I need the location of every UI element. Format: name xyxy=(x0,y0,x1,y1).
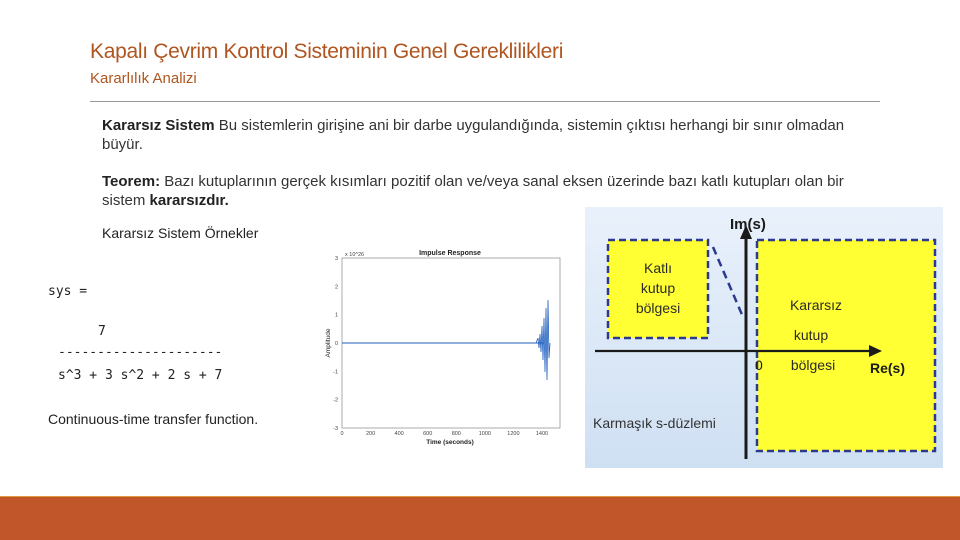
unstable-system-definition: Bu sistemlerin girişine ani bir darbe uygulandığında, sistemin çıktısı herhangi bir sınır olmadan büyür. xyxy=(102,117,845,153)
im-axis-label: Im(s) xyxy=(730,216,766,233)
unstable-system-term: Kararsız Sistem xyxy=(102,117,215,134)
x-tick-label: 600 xyxy=(423,431,433,437)
x-tick-label: 1000 xyxy=(478,431,491,437)
y-tick-label: 1 xyxy=(334,312,338,319)
code-sys: sys = xyxy=(48,284,88,299)
unstable-pole-label-2: kutup xyxy=(793,327,829,343)
examples-heading: Kararsız Sistem Örnekler xyxy=(102,225,259,241)
multiple-pole-label-1: Katlı xyxy=(643,260,673,276)
plot-title: Impulse Response xyxy=(419,250,481,257)
code-denominator: s^3 + 3 s^2 + 2 s + 7 xyxy=(58,368,223,383)
s-plane-caption: Karmaşık s-düzlemi xyxy=(593,415,716,431)
x-tick-label: 1200 xyxy=(507,431,520,437)
theorem-conclusion: kararsızdır. xyxy=(149,192,229,209)
re-axis-label: Re(s) xyxy=(870,360,906,376)
code-caption: Continuous-time transfer function. xyxy=(48,411,259,427)
slide-title: Kapalı Çevrim Kontrol Sisteminin Genel Gereklilikleri xyxy=(90,40,564,63)
unstable-pole-label-1: Kararsız xyxy=(789,297,843,313)
y-tick-label: -2 xyxy=(333,397,338,404)
multiple-pole-label-2: kutup xyxy=(640,280,676,296)
plot-xlabel: Time (seconds) xyxy=(426,439,474,446)
y-tick-label: -3 xyxy=(333,426,338,432)
y-tick-label: 3 xyxy=(334,256,338,262)
complex-s-plane-diagram xyxy=(585,207,943,468)
title-divider xyxy=(90,101,880,102)
x-tick-label: 400 xyxy=(394,431,404,437)
footer-bar xyxy=(0,497,960,540)
unstable-pole-label-3: bölgesi xyxy=(790,357,836,373)
code-fraction-bar: --------------------- xyxy=(58,345,223,360)
theorem-text: Bazı kutuplarının gerçek kısımları pozitif olan ve/veya sanal eksen üzerinde bazı katlı kutupları olan bir sistem xyxy=(102,173,844,209)
x-tick-label: 1400 xyxy=(535,431,549,437)
x-tick-label: 0 xyxy=(340,431,344,437)
x-tick-label: 800 xyxy=(451,431,461,437)
paragraph-unstable-system xyxy=(102,116,862,154)
paragraph-theorem xyxy=(102,172,862,210)
plot-ylabel: Amplitude xyxy=(325,328,332,358)
multiple-pole-label-3: bölgesi xyxy=(635,300,681,316)
y-tick-label: -1 xyxy=(333,369,338,376)
code-numerator: 7 xyxy=(98,324,106,339)
plot-exponent: x 10^26 xyxy=(345,252,365,258)
impulse-response-plot xyxy=(300,240,580,450)
origin-label: 0 xyxy=(755,357,763,373)
slide-subtitle: Kararlılık Analizi xyxy=(90,70,197,87)
y-tick-label: 2 xyxy=(334,284,338,291)
x-tick-label: 200 xyxy=(365,431,376,437)
theorem-term: Teorem: xyxy=(102,173,161,190)
unstable-pole-region xyxy=(757,240,935,451)
y-tick-label: 0 xyxy=(334,341,338,347)
